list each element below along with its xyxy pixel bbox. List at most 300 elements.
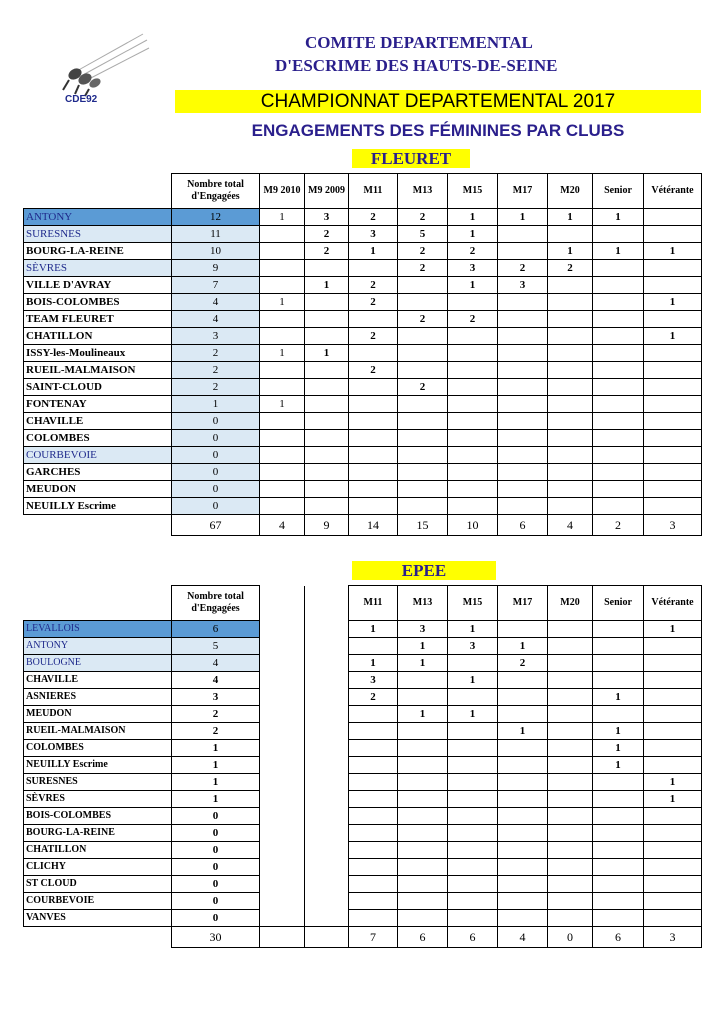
category-count bbox=[260, 859, 305, 876]
header-corner bbox=[24, 174, 172, 209]
category-count: 2 bbox=[398, 379, 448, 396]
category-count: 2 bbox=[448, 243, 498, 260]
category-count bbox=[644, 277, 702, 294]
table-header-row bbox=[24, 174, 702, 209]
club-name: ANTONY bbox=[24, 638, 172, 655]
category-count bbox=[644, 723, 702, 740]
category-count: 1 bbox=[593, 209, 644, 226]
category-count bbox=[305, 876, 349, 893]
category-count bbox=[260, 723, 305, 740]
category-count: 3 bbox=[349, 672, 398, 689]
club-name: MEUDON bbox=[24, 481, 172, 498]
column-header: M9 2010 bbox=[260, 174, 305, 209]
category-count bbox=[398, 413, 448, 430]
category-count bbox=[448, 655, 498, 672]
club-total: 0 bbox=[172, 842, 260, 859]
club-total: 4 bbox=[172, 672, 260, 689]
club-name: LEVALLOIS bbox=[24, 621, 172, 638]
category-count bbox=[498, 774, 548, 791]
category-count bbox=[349, 757, 398, 774]
category-count bbox=[260, 910, 305, 927]
category-count: 1 bbox=[498, 723, 548, 740]
club-name: CHAVILLE bbox=[24, 672, 172, 689]
category-count: 2 bbox=[349, 294, 398, 311]
category-count bbox=[349, 430, 398, 447]
category-count bbox=[448, 859, 498, 876]
table-row bbox=[24, 243, 702, 260]
category-count bbox=[349, 413, 398, 430]
category-count: 1 bbox=[448, 277, 498, 294]
category-count bbox=[548, 396, 593, 413]
category-count bbox=[498, 430, 548, 447]
category-count bbox=[260, 328, 305, 345]
table-row bbox=[24, 621, 702, 638]
category-count bbox=[593, 876, 644, 893]
column-header: M11 bbox=[349, 586, 398, 621]
club-name: BOULOGNE bbox=[24, 655, 172, 672]
category-count bbox=[260, 413, 305, 430]
category-count bbox=[260, 498, 305, 515]
category-count bbox=[593, 893, 644, 910]
category-count: 3 bbox=[498, 277, 548, 294]
category-count bbox=[349, 345, 398, 362]
table-row bbox=[24, 311, 702, 328]
table-header-row bbox=[24, 586, 702, 621]
category-count bbox=[448, 774, 498, 791]
column-total: 6 bbox=[498, 515, 548, 536]
column-total: 14 bbox=[349, 515, 398, 536]
category-count bbox=[260, 277, 305, 294]
category-count bbox=[498, 825, 548, 842]
header-corner bbox=[24, 586, 172, 621]
category-count bbox=[644, 689, 702, 706]
category-count bbox=[448, 396, 498, 413]
column-header: M15 bbox=[448, 174, 498, 209]
category-count bbox=[448, 430, 498, 447]
column-header: M11 bbox=[349, 174, 398, 209]
club-total: 0 bbox=[172, 893, 260, 910]
table-row bbox=[24, 430, 702, 447]
category-count bbox=[398, 757, 448, 774]
category-count bbox=[498, 362, 548, 379]
club-name: GARCHES bbox=[24, 464, 172, 481]
club-name: SÈVRES bbox=[24, 791, 172, 808]
category-count: 1 bbox=[593, 723, 644, 740]
category-count bbox=[398, 345, 448, 362]
category-count bbox=[548, 808, 593, 825]
club-total: 0 bbox=[172, 430, 260, 447]
category-count: 1 bbox=[644, 294, 702, 311]
table-row bbox=[24, 294, 702, 311]
category-count bbox=[260, 706, 305, 723]
category-count bbox=[448, 723, 498, 740]
category-count bbox=[305, 774, 349, 791]
epee-title: EPEE bbox=[352, 561, 496, 580]
category-count bbox=[593, 774, 644, 791]
category-count bbox=[448, 791, 498, 808]
category-count bbox=[260, 243, 305, 260]
category-count bbox=[260, 260, 305, 277]
category-count bbox=[305, 689, 349, 706]
category-count bbox=[349, 481, 398, 498]
category-count bbox=[349, 706, 398, 723]
category-count bbox=[398, 723, 448, 740]
category-count bbox=[398, 808, 448, 825]
club-total: 0 bbox=[172, 498, 260, 515]
category-count bbox=[448, 379, 498, 396]
category-count bbox=[644, 260, 702, 277]
category-count bbox=[644, 842, 702, 859]
category-count bbox=[548, 655, 593, 672]
category-count: 1 bbox=[593, 757, 644, 774]
category-count bbox=[448, 910, 498, 927]
column-total: 6 bbox=[448, 927, 498, 948]
category-count bbox=[448, 808, 498, 825]
category-count bbox=[260, 464, 305, 481]
category-count bbox=[548, 413, 593, 430]
category-count bbox=[548, 689, 593, 706]
column-header: Vétérante bbox=[644, 586, 702, 621]
category-count bbox=[593, 447, 644, 464]
category-count bbox=[593, 260, 644, 277]
club-total: 0 bbox=[172, 825, 260, 842]
category-count bbox=[260, 226, 305, 243]
club-name: VILLE D'AVRAY bbox=[24, 277, 172, 294]
category-count: 1 bbox=[644, 621, 702, 638]
category-count bbox=[260, 825, 305, 842]
category-count bbox=[498, 689, 548, 706]
category-count bbox=[593, 345, 644, 362]
club-total: 0 bbox=[172, 413, 260, 430]
club-total: 10 bbox=[172, 243, 260, 260]
category-count bbox=[593, 311, 644, 328]
category-count bbox=[644, 825, 702, 842]
club-total: 6 bbox=[172, 621, 260, 638]
category-count bbox=[448, 464, 498, 481]
category-count bbox=[349, 464, 398, 481]
category-count bbox=[448, 876, 498, 893]
category-count bbox=[548, 774, 593, 791]
category-count bbox=[498, 413, 548, 430]
category-count bbox=[349, 396, 398, 413]
category-count bbox=[593, 638, 644, 655]
column-total bbox=[260, 927, 305, 948]
table-row bbox=[24, 842, 702, 859]
category-count bbox=[644, 362, 702, 379]
table-row bbox=[24, 447, 702, 464]
category-count bbox=[593, 825, 644, 842]
category-count: 2 bbox=[398, 243, 448, 260]
category-count: 1 bbox=[448, 209, 498, 226]
table-row bbox=[24, 464, 702, 481]
category-count bbox=[349, 791, 398, 808]
category-count bbox=[448, 757, 498, 774]
club-total: 2 bbox=[172, 362, 260, 379]
club-name: BOIS-COLOMBES bbox=[24, 808, 172, 825]
category-count bbox=[305, 757, 349, 774]
category-count bbox=[644, 655, 702, 672]
category-count bbox=[398, 294, 448, 311]
category-count bbox=[498, 893, 548, 910]
category-count: 1 bbox=[260, 294, 305, 311]
column-total: 67 bbox=[172, 515, 260, 536]
club-name: SURESNES bbox=[24, 774, 172, 791]
category-count bbox=[548, 842, 593, 859]
category-count: 5 bbox=[398, 226, 448, 243]
table-row bbox=[24, 481, 702, 498]
club-name: SURESNES bbox=[24, 226, 172, 243]
category-count bbox=[448, 481, 498, 498]
club-name: CHATILLON bbox=[24, 842, 172, 859]
totals-spacer bbox=[24, 515, 172, 536]
category-count bbox=[593, 791, 644, 808]
category-count bbox=[448, 689, 498, 706]
category-count bbox=[644, 876, 702, 893]
club-total: 0 bbox=[172, 808, 260, 825]
column-total: 3 bbox=[644, 515, 702, 536]
column-total: 9 bbox=[305, 515, 349, 536]
club-name: BOIS-COLOMBES bbox=[24, 294, 172, 311]
category-count: 2 bbox=[349, 328, 398, 345]
category-count bbox=[305, 260, 349, 277]
column-header: M20 bbox=[548, 174, 593, 209]
table-row bbox=[24, 362, 702, 379]
category-count bbox=[548, 311, 593, 328]
category-count bbox=[305, 893, 349, 910]
club-total: 0 bbox=[172, 447, 260, 464]
category-count: 1 bbox=[398, 655, 448, 672]
table-row bbox=[24, 689, 702, 706]
category-count bbox=[548, 893, 593, 910]
category-count bbox=[593, 277, 644, 294]
column-header: Nombre total d'Engagées bbox=[172, 586, 260, 621]
category-count bbox=[305, 464, 349, 481]
category-count bbox=[644, 808, 702, 825]
category-count bbox=[593, 672, 644, 689]
column-header: M13 bbox=[398, 586, 448, 621]
category-count bbox=[498, 621, 548, 638]
category-count bbox=[349, 723, 398, 740]
category-count bbox=[548, 430, 593, 447]
category-count bbox=[644, 396, 702, 413]
category-count: 1 bbox=[448, 621, 498, 638]
column-total: 10 bbox=[448, 515, 498, 536]
club-name: NEUILLY Escrime bbox=[24, 757, 172, 774]
category-count bbox=[260, 621, 305, 638]
category-count bbox=[305, 672, 349, 689]
category-count bbox=[448, 362, 498, 379]
category-count bbox=[644, 706, 702, 723]
category-count bbox=[548, 825, 593, 842]
category-count bbox=[593, 294, 644, 311]
club-total: 4 bbox=[172, 294, 260, 311]
club-total: 2 bbox=[172, 379, 260, 396]
table-row bbox=[24, 379, 702, 396]
table-row bbox=[24, 226, 702, 243]
category-count bbox=[498, 706, 548, 723]
club-total: 9 bbox=[172, 260, 260, 277]
column-header: M13 bbox=[398, 174, 448, 209]
category-count bbox=[398, 672, 448, 689]
totals-spacer bbox=[24, 927, 172, 948]
category-count bbox=[548, 345, 593, 362]
table-row bbox=[24, 328, 702, 345]
subtitle: ENGAGEMENTS DES FÉMININES PAR CLUBS bbox=[251, 121, 625, 140]
category-count bbox=[260, 791, 305, 808]
category-count bbox=[548, 379, 593, 396]
club-total: 2 bbox=[172, 706, 260, 723]
category-count bbox=[498, 498, 548, 515]
category-count bbox=[349, 842, 398, 859]
category-count bbox=[593, 498, 644, 515]
category-count bbox=[260, 689, 305, 706]
category-count bbox=[305, 791, 349, 808]
category-count bbox=[593, 379, 644, 396]
category-count bbox=[593, 808, 644, 825]
club-name: COLOMBES bbox=[24, 740, 172, 757]
category-count bbox=[349, 876, 398, 893]
category-count: 2 bbox=[548, 260, 593, 277]
category-count bbox=[305, 311, 349, 328]
category-count bbox=[593, 464, 644, 481]
fleuret-table bbox=[23, 173, 702, 536]
category-count: 1 bbox=[349, 243, 398, 260]
category-count bbox=[398, 791, 448, 808]
category-count: 1 bbox=[260, 396, 305, 413]
club-name: FONTENAY bbox=[24, 396, 172, 413]
club-name: NEUILLY Escrime bbox=[24, 498, 172, 515]
club-name: MEUDON bbox=[24, 706, 172, 723]
category-count: 1 bbox=[448, 226, 498, 243]
category-count bbox=[644, 413, 702, 430]
category-count bbox=[644, 226, 702, 243]
category-count bbox=[260, 808, 305, 825]
category-count bbox=[305, 723, 349, 740]
category-count bbox=[398, 859, 448, 876]
category-count bbox=[305, 655, 349, 672]
category-count bbox=[498, 447, 548, 464]
column-header: M9 2009 bbox=[305, 174, 349, 209]
category-count: 1 bbox=[260, 345, 305, 362]
club-total: 0 bbox=[172, 464, 260, 481]
category-count bbox=[305, 396, 349, 413]
category-count bbox=[548, 638, 593, 655]
club-total: 0 bbox=[172, 876, 260, 893]
category-count bbox=[593, 481, 644, 498]
table-row bbox=[24, 723, 702, 740]
category-count bbox=[398, 430, 448, 447]
club-name: COLOMBES bbox=[24, 430, 172, 447]
category-count bbox=[593, 859, 644, 876]
category-count bbox=[349, 808, 398, 825]
category-count: 1 bbox=[644, 243, 702, 260]
club-total: 5 bbox=[172, 638, 260, 655]
category-count bbox=[593, 621, 644, 638]
table-row bbox=[24, 893, 702, 910]
category-count: 1 bbox=[644, 328, 702, 345]
table-row bbox=[24, 638, 702, 655]
category-count bbox=[548, 447, 593, 464]
category-count bbox=[593, 655, 644, 672]
category-count bbox=[398, 447, 448, 464]
category-count: 1 bbox=[349, 655, 398, 672]
category-count: 1 bbox=[644, 774, 702, 791]
category-count: 1 bbox=[398, 706, 448, 723]
totals-row bbox=[24, 927, 702, 948]
category-count bbox=[305, 294, 349, 311]
category-count bbox=[548, 498, 593, 515]
category-count bbox=[305, 430, 349, 447]
table-row bbox=[24, 345, 702, 362]
category-count bbox=[548, 277, 593, 294]
fleuret-title: FLEURET bbox=[352, 149, 470, 168]
category-count: 1 bbox=[593, 740, 644, 757]
category-count bbox=[305, 447, 349, 464]
category-count bbox=[498, 464, 548, 481]
category-count bbox=[260, 447, 305, 464]
column-total: 15 bbox=[398, 515, 448, 536]
category-count bbox=[548, 757, 593, 774]
category-count bbox=[498, 740, 548, 757]
category-count bbox=[644, 893, 702, 910]
club-name: ANTONY bbox=[24, 209, 172, 226]
category-count bbox=[398, 689, 448, 706]
category-count bbox=[349, 311, 398, 328]
category-count bbox=[448, 345, 498, 362]
category-count bbox=[398, 740, 448, 757]
category-count: 1 bbox=[448, 706, 498, 723]
category-count bbox=[260, 311, 305, 328]
category-count: 1 bbox=[644, 791, 702, 808]
club-name: COURBEVOIE bbox=[24, 447, 172, 464]
category-count bbox=[305, 362, 349, 379]
category-count: 1 bbox=[260, 209, 305, 226]
totals-row bbox=[24, 515, 702, 536]
column-header: Vétérante bbox=[644, 174, 702, 209]
category-count: 2 bbox=[349, 209, 398, 226]
category-count bbox=[593, 396, 644, 413]
category-count bbox=[644, 757, 702, 774]
club-name: SÈVRES bbox=[24, 260, 172, 277]
column-total: 0 bbox=[548, 927, 593, 948]
category-count bbox=[349, 260, 398, 277]
category-count bbox=[548, 672, 593, 689]
category-count bbox=[448, 413, 498, 430]
column-total: 3 bbox=[644, 927, 702, 948]
category-count bbox=[548, 464, 593, 481]
category-count: 3 bbox=[448, 260, 498, 277]
column-header bbox=[260, 586, 305, 621]
category-count: 2 bbox=[349, 277, 398, 294]
table-row bbox=[24, 791, 702, 808]
table-row bbox=[24, 209, 702, 226]
column-total: 4 bbox=[548, 515, 593, 536]
category-count bbox=[260, 842, 305, 859]
category-count: 1 bbox=[498, 209, 548, 226]
category-count: 1 bbox=[548, 209, 593, 226]
category-count bbox=[260, 893, 305, 910]
category-count: 1 bbox=[593, 243, 644, 260]
category-count: 2 bbox=[398, 209, 448, 226]
category-count bbox=[498, 345, 548, 362]
category-count bbox=[305, 706, 349, 723]
category-count bbox=[349, 447, 398, 464]
club-name: COURBEVOIE bbox=[24, 893, 172, 910]
category-count: 3 bbox=[398, 621, 448, 638]
category-count bbox=[498, 791, 548, 808]
table-row bbox=[24, 396, 702, 413]
column-header: Senior bbox=[593, 174, 644, 209]
